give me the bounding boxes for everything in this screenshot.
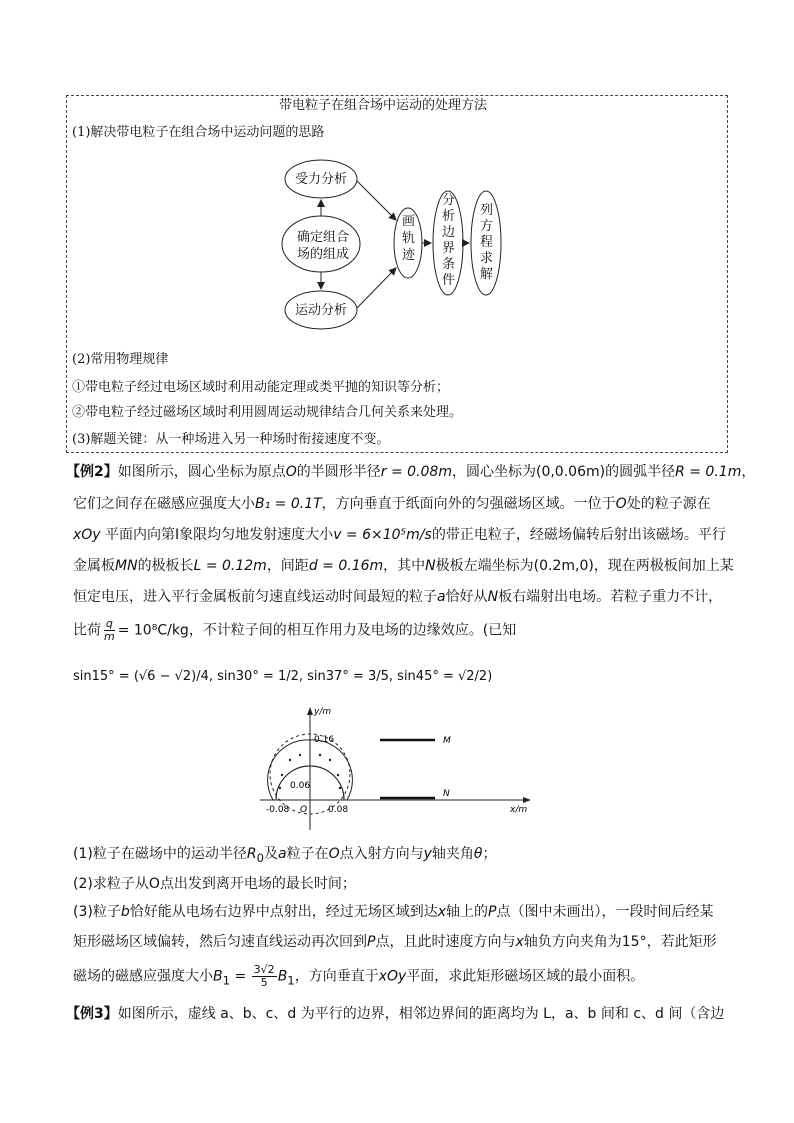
question-2: (2)求粒子从O点出发到离开电场的最长时间； — [73, 876, 356, 892]
ex2-line-2: 它们之间存在磁感应强度大小B₁ = 0.1T，方向垂直于纸面向外的匀强磁场区域。一位于O处的粒子源在 — [73, 496, 711, 512]
question-1: (1)粒子在磁场中的运动半径$R_0$及a粒子在O点入射方向与y轴夹角θ； — [73, 846, 497, 865]
ex2-sin-values: sin15° = (√6 − √2)/4, sin30° = 1/2, sin37° = 3/5, sin45° = √2/2) — [73, 669, 493, 684]
label-006: 0.06 — [290, 781, 311, 791]
label-M: M — [443, 736, 451, 746]
label-N: N — [443, 789, 450, 799]
ex2-line-3: xOy 平面内向第Ⅰ象限均匀地发射速度大小v = 6×10⁵m/s的带正电粒子，经磁场偏转后射出该磁场。平行 — [73, 527, 726, 543]
flow-track-label: 画轨迹 — [402, 214, 416, 263]
box-title: 带电粒子在组合场中运动的处理方法 — [279, 98, 488, 113]
ex2-line-4: 金属板MN的极板长L = 0.12m，间距d = 0.16m，其中N极板左端坐标为(0.2m,0)，现在两极板间加上某 — [73, 558, 734, 574]
flow-field-label-2: 场的组成 — [297, 247, 350, 262]
flow-motion-label: 运动分析 — [295, 303, 348, 318]
label-pos008: 0.08 — [328, 805, 349, 815]
box-line-4: ②带电粒子经过磁场区域时利用圆周运动规律结合几何关系来处理。 — [72, 405, 463, 420]
label-neg008: -0.08 — [266, 805, 290, 815]
flow-boundary-label: 分析边界条件 — [442, 193, 456, 288]
flow-force-label: 受力分析 — [295, 172, 348, 187]
ex2-line-5: 恒定电压，进入平行金属板前匀速直线运动时间最短的粒子a恰好从N板右端射出电场。若粒子重力不计， — [73, 589, 723, 605]
coordinate-figure — [260, 700, 540, 835]
x-axis-label: x/m — [510, 805, 528, 815]
box-line-3: ①带电粒子经过电场区域时利用动能定理或类平抛的知识等分析； — [72, 380, 450, 395]
ex2-line-6: 比荷 $\frac{q}{m}$ = 10⁸C/kg，不计粒子间的相互作用力及电场的边缘效应。(已知 — [73, 617, 517, 643]
flow-field-label-1: 确定组合 — [297, 230, 350, 245]
y-axis-label: y/m — [314, 707, 332, 717]
label-016: 0.16 — [314, 735, 335, 745]
flow-equation-label: 列方程求解 — [480, 203, 494, 282]
box-line-2: (2)常用物理规律 — [72, 352, 169, 367]
box-line-1: (1)解决带电粒子在组合场中运动问题的思路 — [72, 125, 325, 140]
ex3-line-1: 【例3】如图所示，虚线 a、b、c、d 为平行的边界，相邻边界间的距离均为 L，a、b 间和 c、d 间（含边 — [66, 1006, 725, 1022]
question-3-line-1: (3)粒子b恰好能从电场右边界中点射出，经过无场区域到达x轴上的P点（图中未画出），一段时间后经某 — [73, 904, 714, 920]
ex2-line-1: 【例2】如图所示，圆心坐标为原点O的半圆形半径r = 0.08m，圆心坐标为(0,0.06m)的圆弧半径R = 0.1m， — [66, 464, 756, 480]
box-line-5: (3)解题关键：从一种场进入另一种场时衔接速度不变。 — [72, 432, 390, 447]
question-3-line-2: 矩形磁场区域偏转，然后匀速直线运动再次回到P点，且此时速度方向与x轴负方向夹角为15°，若此矩形 — [73, 934, 717, 950]
label-origin: O — [300, 805, 308, 815]
question-3-line-3: 磁场的磁感应强度大小$B_1$ = $\frac{3√2}{5}$ $B_1$，方向垂直于xOy平面，求此矩形磁场区域的最小面积。 — [73, 963, 645, 989]
